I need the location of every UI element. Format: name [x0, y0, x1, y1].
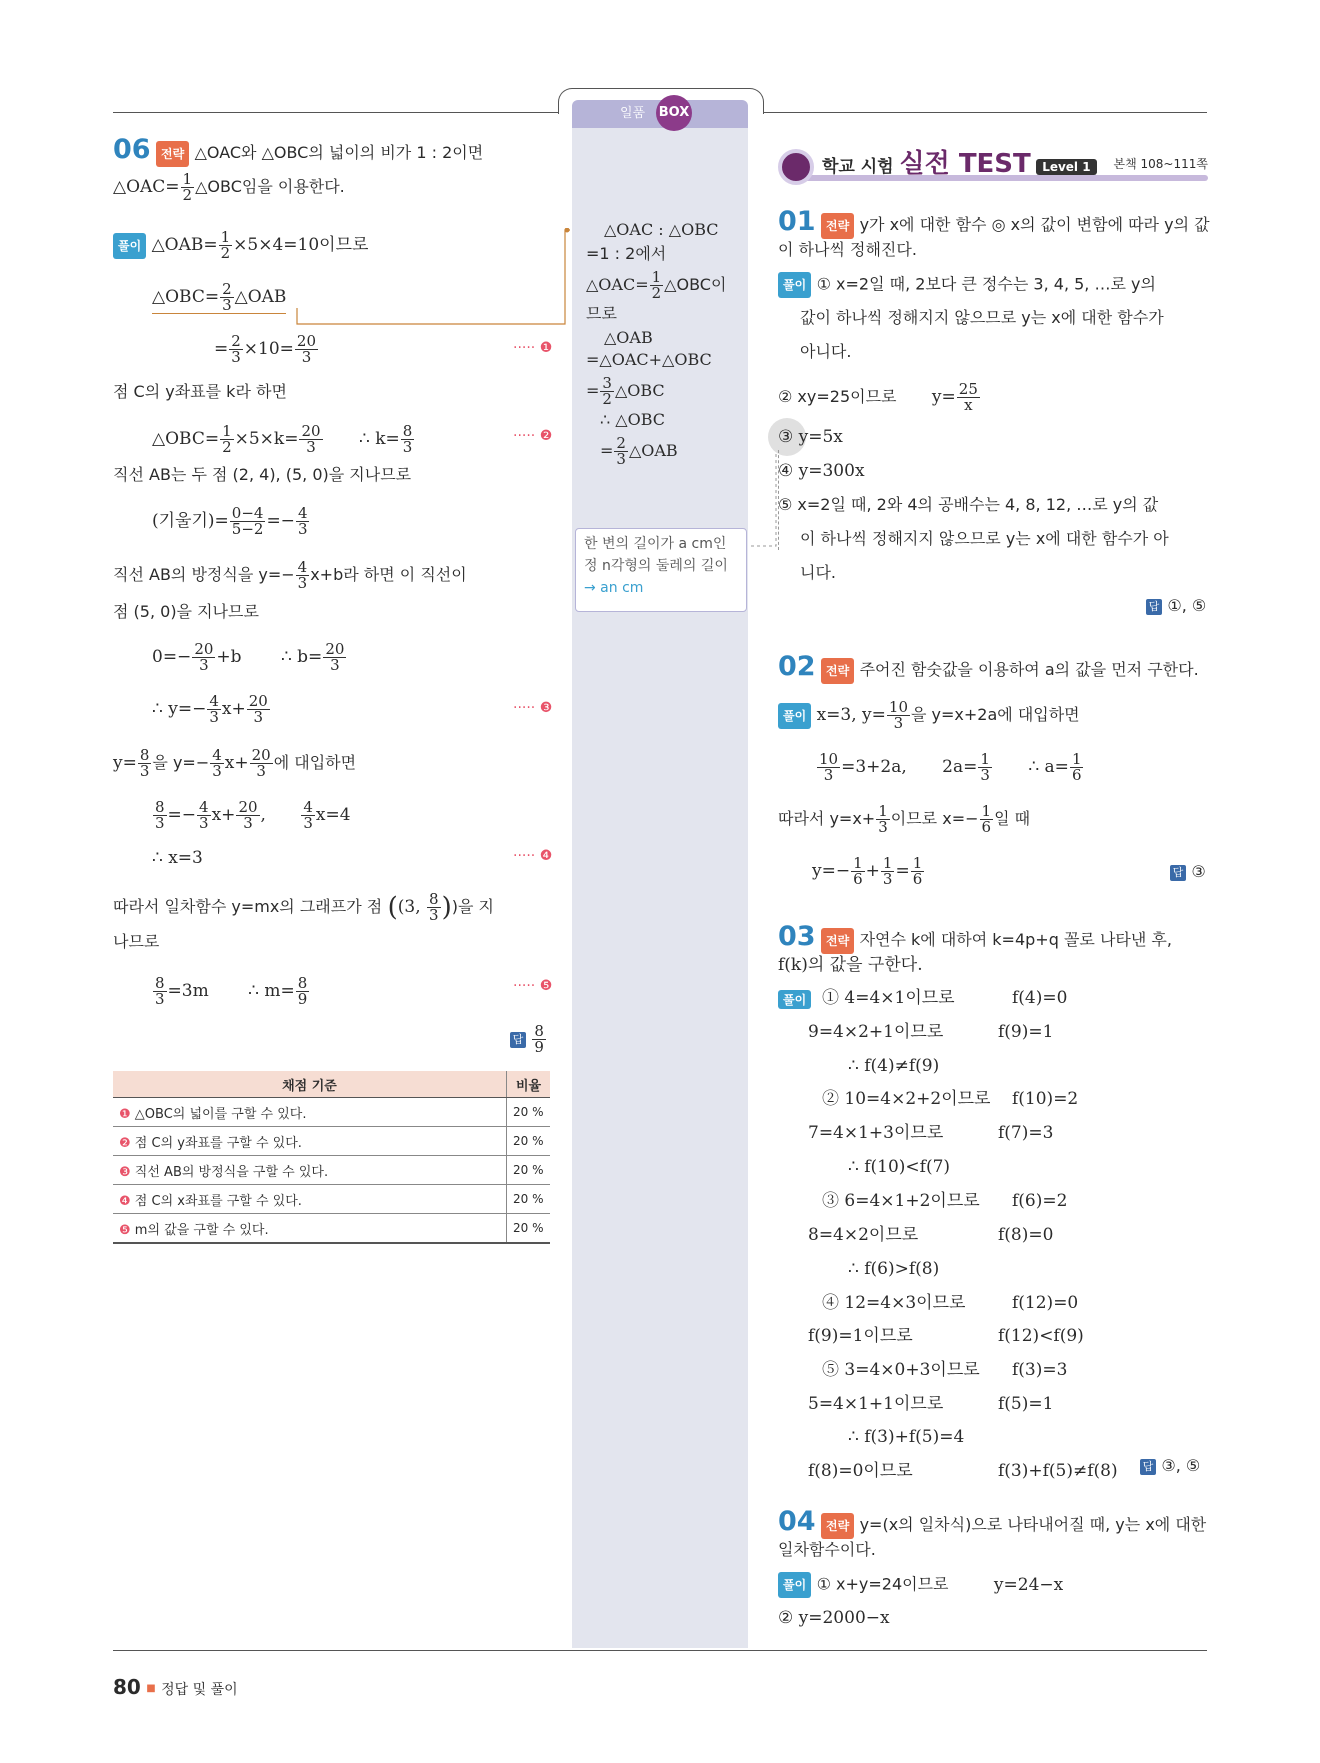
solution-result: f(12)<f(9) — [998, 1326, 1084, 1346]
solution-expr: f(8)=0이므로 — [808, 1461, 913, 1481]
solution-line: 일 때 — [994, 809, 1031, 828]
fraction: $\frac{1}{6}$ — [1071, 750, 1082, 784]
fraction: $\frac{8}{3}$ — [139, 746, 150, 780]
note-line: ∴ △OBC — [600, 410, 665, 429]
note-line: △OAC= — [586, 275, 649, 294]
fraction: $\frac{1}{2}$ — [182, 170, 193, 204]
solution-line: y=− — [812, 861, 851, 881]
solution-expr: 7=4×1+3이므로 — [808, 1123, 944, 1143]
solution-line: 이 하나씩 정해지지 않으므로 y는 x에 대한 함수가 아 — [800, 529, 1169, 548]
eq: ∴ y=− — [152, 699, 207, 719]
solution-badge: 풀이 — [778, 1572, 811, 1598]
strategy-text: y=(x의 일차식)으로 나타내어질 때, y는 x에 대한 — [859, 1515, 1207, 1534]
fraction: $\frac{1}{2}$ — [220, 228, 231, 262]
answer-badge: 답 — [1146, 599, 1162, 615]
solution-row — [848, 1054, 939, 1078]
solution-expr: ④ 12=4×3이므로 — [822, 1293, 966, 1313]
fraction: $\frac{20}{3}$ — [248, 692, 268, 726]
fraction: $\frac{4}{3}$ — [303, 798, 313, 832]
solution-expr: ∴ f(10)<f(7) — [848, 1157, 951, 1177]
fraction: $\frac{0-4}{5-2}$ — [231, 504, 264, 538]
col-ratio: 비율 — [507, 1071, 551, 1098]
answer-value: ③ — [1191, 862, 1206, 881]
side-box-column — [572, 100, 748, 1648]
solution-line: x=3, y= — [816, 705, 886, 725]
fraction: $\frac{4}{3}$ — [297, 504, 308, 538]
answer-badge: 답 — [510, 1032, 526, 1048]
footer-label: 정답 및 풀이 — [161, 1682, 238, 1698]
eq: =− — [266, 511, 295, 531]
solution-expr: f(9)=1이므로 — [808, 1326, 913, 1346]
fraction: $\frac{1}{6}$ — [853, 854, 863, 888]
note-line: △OBC — [614, 381, 665, 400]
footer — [113, 1675, 238, 1702]
strategy-text: 주어진 함숫값을 이용하여 a의 값을 먼저 구한다. — [859, 660, 1199, 679]
fraction: $\frac{25}{x}$ — [958, 380, 978, 414]
note-line: = — [600, 441, 614, 460]
solution-result: f(12)=0 — [1012, 1293, 1079, 1313]
fraction: $\frac{1}{2}$ — [651, 268, 662, 302]
box-tag: BOX — [656, 95, 692, 131]
table-row — [113, 1214, 550, 1244]
solution-row — [808, 1459, 1118, 1483]
table-row — [113, 1127, 550, 1156]
solution-row — [822, 1189, 1068, 1213]
solution-row — [848, 1257, 939, 1281]
marker: ❸ — [119, 1164, 131, 1180]
fraction: $\frac{4}{3}$ — [297, 558, 308, 592]
eq: 나므로 — [113, 932, 160, 951]
fraction: $\frac{20}{3}$ — [325, 640, 345, 674]
fraction: $\frac{1}{3}$ — [882, 854, 893, 888]
solution-line: 2a= — [942, 757, 978, 777]
eq: ×5×4=10이므로 — [233, 235, 369, 255]
solution-line: y=24−x — [993, 1574, 1064, 1595]
marker: ❺ — [119, 1222, 131, 1238]
ratio: 20 % — [507, 1214, 551, 1244]
solution-line: 이므로 x=− — [890, 809, 979, 828]
solution-row — [848, 1155, 950, 1179]
eq: 점 (5, 0)을 지나므로 — [113, 602, 259, 621]
fraction: $\frac{20}{3}$ — [194, 640, 214, 674]
strategy-text-2b: △OBC임을 이용한다. — [195, 177, 345, 196]
strategy-text: 자연수 k에 대하여 k=4p+q 꼴로 나타낸 후, — [859, 930, 1172, 949]
strategy-text: △OAC와 △OBC의 넓이의 비가 1 : 2이면 — [194, 143, 484, 162]
fraction: $\frac{1}{3}$ — [980, 750, 990, 784]
dots: ····· — [513, 428, 536, 444]
strategy-text-2: f(k)의 값을 구한다. — [778, 955, 923, 975]
fraction: $\frac{20}{3}$ — [251, 746, 271, 780]
solution-expr: ⑤ 3=4×0+3이므로 — [822, 1360, 980, 1380]
marker-4: ❹ — [539, 848, 553, 864]
solution-line: 따라서 y=x+ — [778, 809, 876, 828]
solution-row — [822, 986, 1068, 1010]
eq: △OBC= — [152, 429, 220, 449]
solution-expr: ③ 6=4×1+2이므로 — [822, 1191, 980, 1211]
solution-row — [848, 1425, 964, 1449]
eq: = — [214, 339, 229, 359]
header-dot — [778, 149, 814, 185]
ratio: 20 % — [507, 1156, 551, 1185]
fraction: $\frac{4}{3}$ — [199, 798, 209, 832]
note-line: 므로 — [586, 304, 617, 323]
solution-line: 니다. — [800, 563, 836, 582]
eq: ∴ x=3 — [152, 848, 203, 868]
box-label: 일품 — [620, 106, 646, 121]
dots: ····· — [513, 978, 536, 994]
eq: ×5×k= — [234, 429, 299, 449]
eq: △OBC= — [152, 287, 220, 307]
tip-line: → an cm — [584, 580, 644, 596]
fraction: $\frac{1}{6}$ — [912, 854, 923, 888]
solution-row — [808, 1392, 1054, 1416]
fraction: $\frac{20}{3}$ — [301, 422, 321, 456]
problem-number: 02 — [778, 651, 816, 682]
solution-row — [808, 1121, 1054, 1145]
eq: 0=− — [152, 647, 192, 667]
section-title-a: 학교 시험 — [822, 157, 900, 177]
solution-expr: ② 10=4×2+2이므로 — [822, 1089, 991, 1109]
solution-row — [808, 1020, 1054, 1044]
solution-badge: 풀이 — [778, 272, 811, 298]
fraction: $\frac{8}{3}$ — [155, 974, 165, 1008]
eq: x+ — [221, 699, 246, 719]
answer-badge: 답 — [1140, 1459, 1156, 1475]
fraction: $\frac{8}{3}$ — [402, 422, 413, 456]
answer-value: ③, ⑤ — [1161, 1456, 1201, 1475]
solution-line: = — [895, 861, 910, 881]
note-line: =△OAC+△OBC — [586, 350, 712, 369]
ratio: 20 % — [507, 1127, 551, 1156]
eq: +b — [216, 647, 242, 667]
solution-result: f(6)=2 — [1012, 1191, 1068, 1211]
solution-line: 값이 하나씩 정해지지 않으므로 y는 x에 대한 함수가 — [800, 308, 1164, 327]
fraction: $\frac{8}{9}$ — [297, 974, 308, 1008]
strategy-text-2a: △OAC= — [113, 177, 180, 197]
eq: ∴ b= — [280, 647, 323, 667]
dots: ····· — [513, 340, 536, 356]
fraction: $\frac{20}{3}$ — [296, 332, 317, 366]
solution-result: f(10)=2 — [1012, 1089, 1079, 1109]
marker-1: ❶ — [539, 340, 553, 356]
solution-line: y= — [931, 387, 956, 407]
eq: 직선 AB는 두 점 (2, 4), (5, 0)을 지나므로 — [113, 465, 412, 484]
criteria: 점 C의 x좌표를 구할 수 있다. — [134, 1193, 302, 1209]
strategy-text-2: 일차함수이다. — [778, 1540, 876, 1559]
note-line: △OAB — [628, 441, 678, 460]
solution-result: f(7)=3 — [998, 1123, 1054, 1143]
eq: △OAB — [234, 287, 287, 307]
fraction: $\frac{3}{2}$ — [602, 374, 612, 408]
fraction: $\frac{10}{3}$ — [819, 750, 839, 784]
criteria: m의 값을 구할 수 있다. — [134, 1222, 269, 1238]
solution-row — [822, 1358, 1068, 1382]
solution-expr: ∴ f(3)+f(5)=4 — [848, 1427, 965, 1447]
eq: , — [260, 805, 266, 825]
criteria: △OBC의 넓이를 구할 수 있다. — [134, 1106, 307, 1122]
ratio: 20 % — [507, 1185, 551, 1214]
solution-line: ① x=2일 때, 2보다 큰 정수는 3, 4, 5, …로 y의 — [816, 274, 1156, 294]
solution-row — [808, 1223, 1054, 1247]
marker-3: ❸ — [539, 700, 553, 716]
solution-row — [808, 1324, 1084, 1348]
page-reference: 본책 108~111쪽 — [1113, 157, 1208, 171]
fraction: $\frac{1}{3}$ — [878, 802, 888, 836]
solution-result: f(5)=1 — [998, 1394, 1054, 1414]
note-line: =1 : 2에서 — [586, 244, 667, 263]
eq: 에 대입하면 — [273, 753, 357, 772]
fraction: $\frac{1}{2}$ — [222, 422, 232, 456]
solution-line: ① x+y=24이므로 — [816, 1574, 949, 1594]
eq: x+ — [211, 805, 236, 825]
ratio: 20 % — [507, 1098, 551, 1127]
solution-badge: 풀이 — [778, 703, 811, 729]
fraction: $\frac{20}{3}$ — [238, 798, 258, 832]
level-badge: Level 1 — [1036, 159, 1096, 175]
eq: 을 y=− — [152, 753, 210, 772]
solution-row — [822, 1291, 1079, 1315]
solution-line: ② y=2000−x — [778, 1608, 890, 1628]
eq: 점 C의 y좌표를 k라 하면 — [113, 382, 287, 401]
col-criteria: 채점 기준 — [113, 1071, 507, 1098]
eq: (3, — [397, 897, 421, 917]
fraction: $\frac{10}{3}$ — [888, 698, 908, 732]
strategy-text: y가 x에 대한 함수 ◎ x의 값이 변함에 따라 y의 값 — [859, 215, 1210, 234]
eq: x+b라 하면 이 직선이 — [310, 565, 467, 584]
eq: =3m — [167, 981, 209, 1001]
eq: ∴ k= — [358, 429, 400, 449]
bottom-rule — [113, 1650, 1207, 1651]
fraction: $\frac{4}{3}$ — [209, 692, 219, 726]
solution-result: f(3)=3 — [1012, 1360, 1068, 1380]
strategy-badge: 전략 — [156, 141, 189, 167]
eq: =− — [167, 805, 197, 825]
solution-line: ∴ a= — [1028, 757, 1069, 777]
solution-expr: ∴ f(6)>f(8) — [848, 1259, 940, 1279]
scoring-table — [113, 1071, 550, 1244]
criteria: 점 C의 y좌표를 구할 수 있다. — [134, 1135, 302, 1151]
solution-result: f(8)=0 — [998, 1225, 1054, 1245]
marker: ❷ — [119, 1135, 131, 1151]
answer-badge: 답 — [1170, 865, 1186, 881]
solution-expr: ∴ f(4)≠f(9) — [848, 1056, 940, 1076]
fraction: $\frac{4}{3}$ — [212, 746, 222, 780]
fraction: $\frac{2}{3}$ — [616, 434, 626, 468]
solution-expr: 9=4×2+1이므로 — [808, 1022, 944, 1042]
strategy-badge: 전략 — [821, 928, 854, 954]
marker: ❹ — [119, 1193, 131, 1209]
marker-2: ❷ — [539, 428, 553, 444]
eq: △OAB= — [151, 235, 218, 255]
page-number: 80 — [113, 1675, 141, 1699]
table-row — [113, 1098, 550, 1127]
answer-value: ①, ⑤ — [1167, 596, 1207, 615]
strategy-text-2: 이 하나씩 정해진다. — [778, 240, 917, 259]
criteria: 직선 AB의 방정식을 구할 수 있다. — [134, 1164, 329, 1180]
eq: ×10= — [243, 339, 294, 359]
footer-separator: ■ — [146, 1683, 156, 1694]
eq: 직선 AB의 방정식을 y=− — [113, 565, 295, 584]
solution-line: =3+2a, — [841, 757, 907, 777]
tip-box — [575, 528, 747, 612]
problem-number: 04 — [778, 1506, 816, 1537]
fraction: $\frac{2}{3}$ — [222, 280, 232, 314]
dots: ····· — [513, 700, 536, 716]
solution-badge: 풀이 — [113, 233, 146, 259]
solution-result: f(9)=1 — [998, 1022, 1054, 1042]
marker: ❶ — [119, 1106, 131, 1122]
solution-line: ③ y=5x — [778, 427, 843, 447]
problem-number: 03 — [778, 921, 816, 952]
fraction: $\frac{8}{3}$ — [429, 890, 439, 924]
table-row — [113, 1185, 550, 1214]
note-line: = — [586, 381, 600, 400]
section-header — [778, 143, 1208, 183]
answer-value: $\frac{8}{9}$ — [534, 1022, 544, 1056]
tip-connector — [748, 440, 778, 550]
solution-result: f(4)=0 — [1012, 988, 1068, 1008]
solution-expr: 8=4×2이므로 — [808, 1225, 919, 1245]
dots: ····· — [513, 848, 536, 864]
note-line: △OAC : △OBC — [604, 220, 719, 239]
table-row — [113, 1156, 550, 1185]
problem-number: 01 — [778, 206, 816, 237]
problem-number: 06 — [113, 134, 151, 165]
eq: x+ — [224, 753, 249, 773]
solution-expr: ① 4=4×1이므로 — [822, 988, 955, 1008]
eq: x=4 — [315, 805, 351, 825]
eq: y= — [113, 753, 137, 773]
solution-line: ④ y=300x — [778, 461, 865, 481]
solution-line: 을 y=x+2a에 대입하면 — [911, 705, 1080, 724]
fraction: $\frac{1}{6}$ — [981, 802, 992, 836]
solution-line: ⑤ x=2일 때, 2와 4의 공배수는 4, 8, 12, …로 y의 값 — [778, 495, 1159, 514]
tip-line: 한 변의 길이가 a cm인 — [584, 536, 727, 552]
solution-result: f(3)+f(5)≠f(8) — [998, 1461, 1118, 1481]
connector-line — [295, 228, 570, 328]
section-title-b: 실전 TEST — [899, 149, 1031, 179]
fraction: $\frac{8}{3}$ — [155, 798, 165, 832]
solution-expr: 5=4×1+1이므로 — [808, 1394, 944, 1414]
solution-line: ② xy=25이므로 — [778, 387, 897, 406]
solution-line: 아니다. — [800, 342, 852, 361]
eq: )을 지 — [451, 897, 494, 916]
solution-badge: 풀이 — [778, 990, 811, 1009]
tip-line: 정 n각형의 둘레의 길이 — [584, 558, 728, 574]
note-line: △OAB — [604, 328, 653, 347]
eq: ∴ m= — [248, 981, 295, 1001]
eq: (기울기)= — [152, 511, 229, 531]
eq: 따라서 일차함수 y=mx의 그래프가 점 — [113, 897, 383, 916]
fraction: $\frac{2}{3}$ — [231, 332, 241, 366]
strategy-badge: 전략 — [821, 213, 854, 239]
strategy-badge: 전략 — [821, 658, 854, 684]
strategy-badge: 전략 — [821, 1513, 854, 1539]
solution-row — [822, 1087, 1079, 1111]
marker-5: ❺ — [539, 978, 553, 994]
note-line: △OBC이 — [664, 275, 727, 294]
solution-line: + — [865, 861, 880, 881]
